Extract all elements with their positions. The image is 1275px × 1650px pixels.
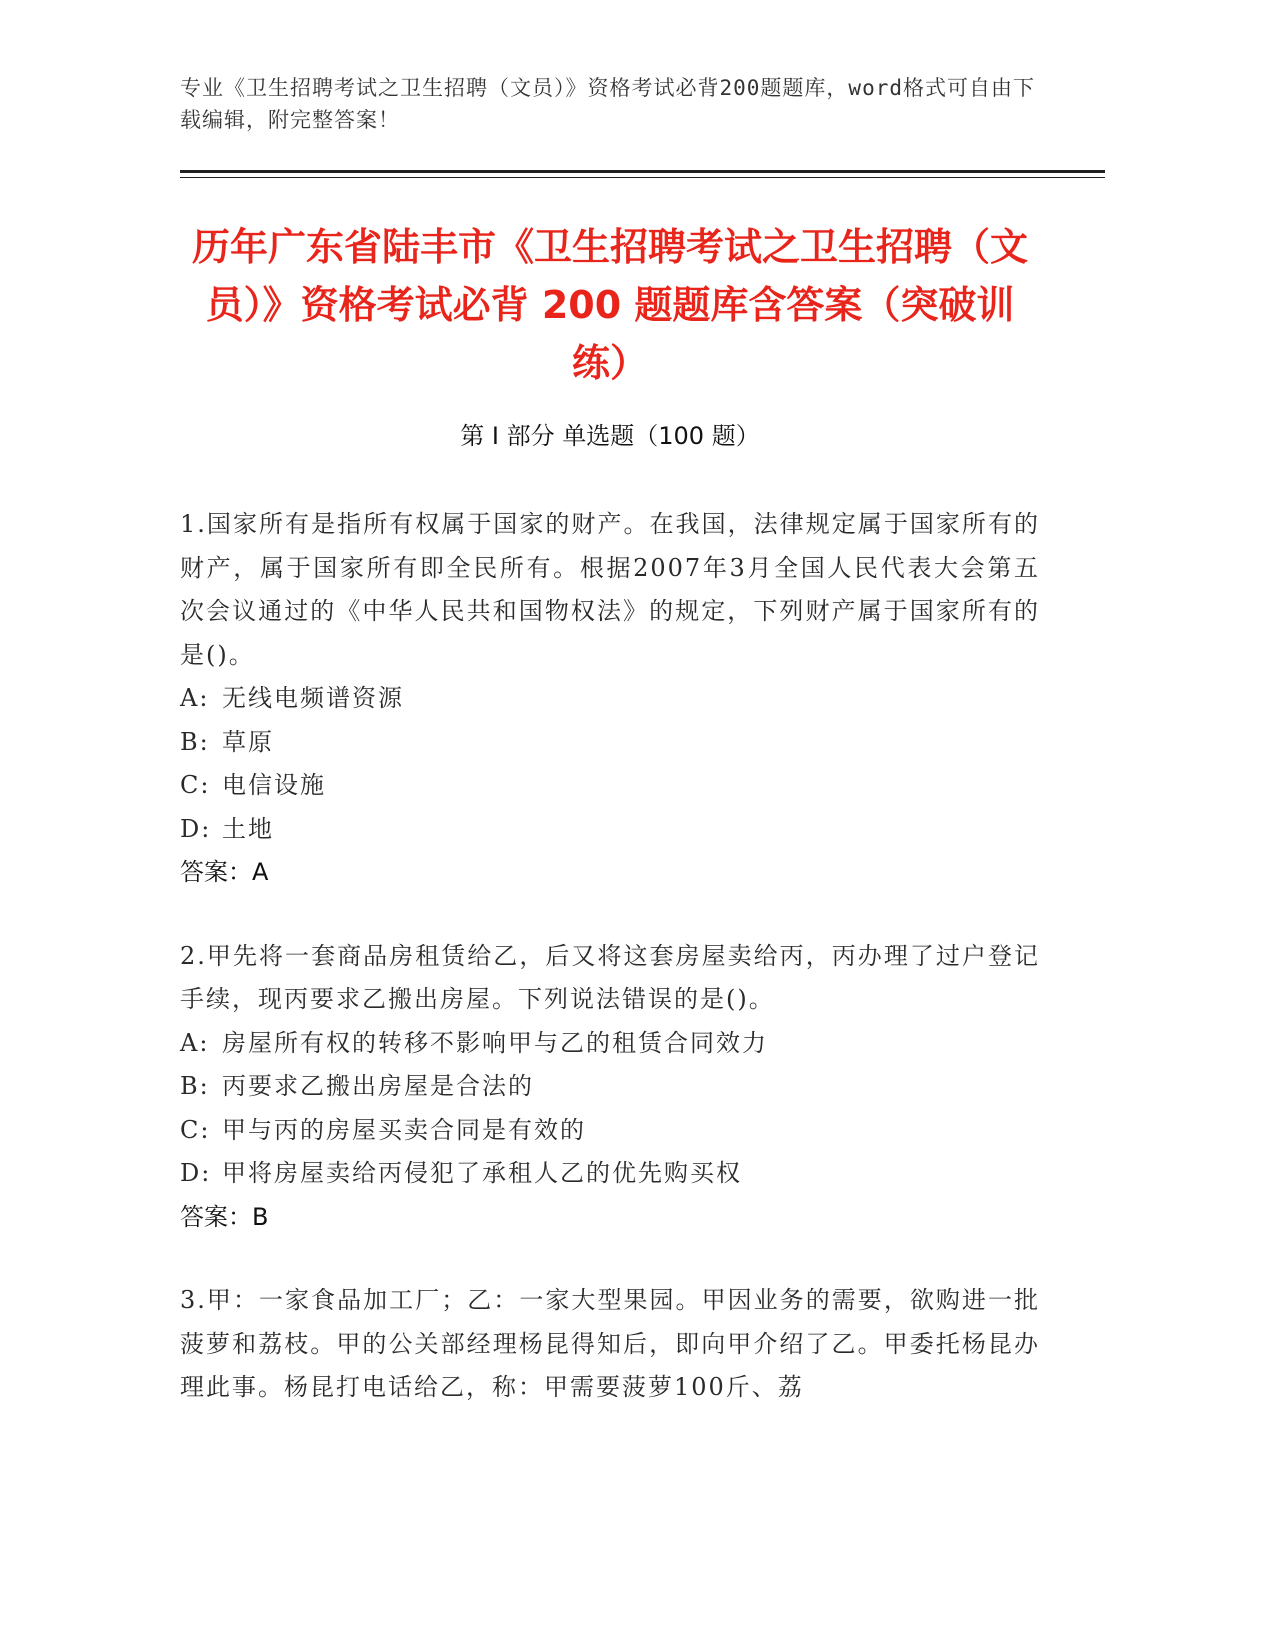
option-letter: C:	[180, 1115, 211, 1144]
option-b	[180, 721, 1040, 765]
option-d	[180, 808, 1040, 852]
option-text: 无线电频谱资源	[222, 684, 404, 712]
document-title: 历年广东省陆丰市《卫生招聘考试之卫生招聘（文员）》资格考试必背 200 题题库含答案（突破训练）	[191, 225, 1028, 385]
question-text: 3.甲：一家食品加工厂；乙：一家大型果园。甲因业务的需要，欲购进一批菠萝和荔枝。甲的公关部经理杨昆得知后，即向甲介绍了乙。甲委托杨昆办理此事。杨昆打电话给乙，称：甲需要菠萝100斤、荔	[180, 1286, 1040, 1401]
option-letter: A:	[180, 684, 210, 712]
option-letter: D:	[180, 814, 212, 843]
option-c	[180, 1109, 1040, 1153]
option-letter: A:	[180, 1028, 210, 1057]
question-list	[180, 503, 1040, 1450]
option-letter: C:	[180, 771, 211, 799]
option-text: 电信设施	[222, 771, 326, 799]
option-text: 甲与丙的房屋买卖合同是有效的	[222, 1115, 586, 1144]
option-c	[180, 764, 1040, 808]
question-3	[180, 1279, 1040, 1410]
option-letter: B:	[180, 727, 210, 756]
header-rule-thin	[180, 177, 1105, 178]
question-2	[180, 935, 1040, 1240]
option-text: 丙要求乙搬出房屋是合法的	[222, 1072, 534, 1100]
option-a	[180, 1022, 1040, 1066]
answer-line: 答案：B	[180, 1202, 269, 1231]
option-d	[180, 1152, 1040, 1196]
option-text: 草原	[222, 727, 274, 756]
section-heading: 第 I 部分 单选题（100 题）	[460, 422, 760, 450]
option-text: 甲将房屋卖给丙侵犯了承租人乙的优先购买权	[222, 1159, 742, 1187]
option-letter: B:	[180, 1072, 210, 1100]
option-text: 土地	[222, 814, 274, 843]
option-letter: D:	[180, 1159, 212, 1187]
question-text: 2.甲先将一套商品房租赁给乙，后又将这套房屋卖给丙，丙办理了过户登记手续，现丙要求乙搬出房屋。下列说法错误的是()。	[180, 941, 1040, 1013]
question-text: 1.国家所有是指所有权属于国家的财产。在我国，法律规定属于国家所有的财产，属于国家所有即全民所有。根据2007年3月全国人民代表大会第五次会议通过的《中华人民共和国物权法》的规定，下列财产属于国家所有的是()。	[180, 510, 1040, 669]
option-b	[180, 1065, 1040, 1109]
option-a	[180, 677, 1040, 721]
question-1	[180, 503, 1040, 895]
header-note: 专业《卫生招聘考试之卫生招聘（文员）》资格考试必背200题题库，word格式可自由下载编辑，附完整答案！	[180, 76, 1035, 132]
option-text: 房屋所有权的转移不影响甲与乙的租赁合同效力	[222, 1028, 768, 1057]
answer-line: 答案：A	[180, 858, 269, 886]
header-rule-thick	[180, 170, 1105, 173]
